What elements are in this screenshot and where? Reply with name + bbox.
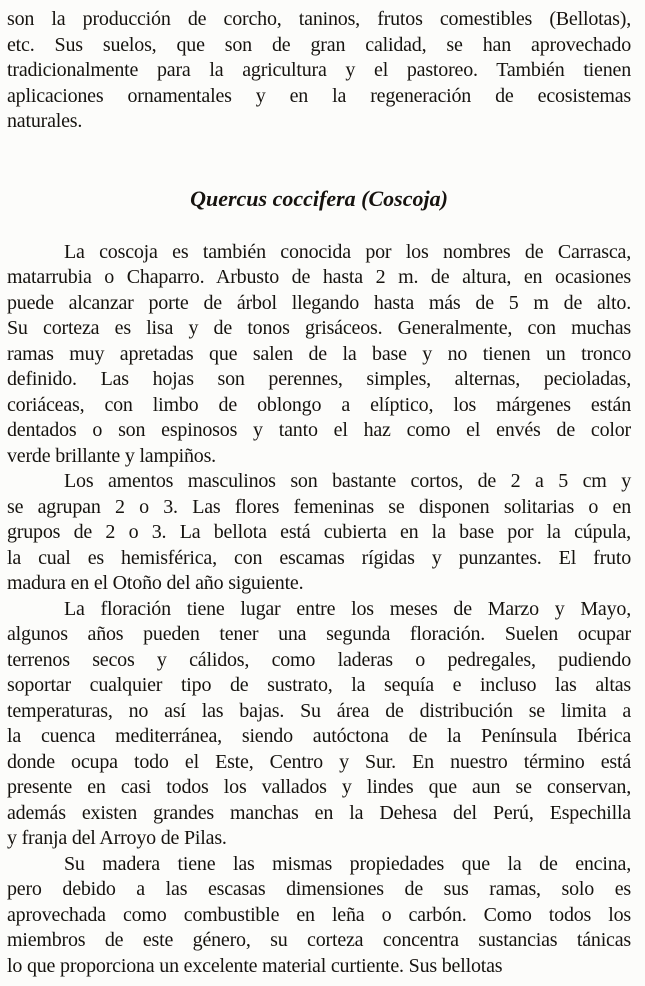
document-text xyxy=(7,7,631,979)
paragraph xyxy=(7,852,631,980)
text-line: soportar cualquier tipo de sustrato, la sequía e incluso las altas xyxy=(7,674,631,696)
text-line: matarrubia o Chaparro. Arbusto de hasta 2 m. de altura, en ocasiones xyxy=(7,266,631,288)
text-line: puede alcanzar porte de árbol llegando hasta más de 5 m de alto. xyxy=(7,291,631,314)
text-line: La floración tiene lugar entre los meses de Marzo y Mayo, xyxy=(64,597,631,620)
text-line: tradicionalmente para la agricultura y el pastoreo. También tienen xyxy=(7,59,631,81)
text-line: miembros de este género, su corteza concentra sustancias tánicas xyxy=(7,929,631,951)
text-line: Su madera tiene las mismas propiedades que la de encina, xyxy=(64,852,631,875)
text-line: aprovechada como combustible en leña o carbón. Como todos los xyxy=(7,903,631,926)
text-line: Su corteza es lisa y de tonos grisáceos. Generalmente, con muchas xyxy=(7,317,631,339)
text-line: coriáceas, con limbo de oblongo a elíptico, los márgenes están xyxy=(7,393,631,416)
text-line: la cuenca mediterránea, siendo autóctona de la Península Ibérica xyxy=(7,725,631,747)
text-line: donde ocupa todo el Este, Centro y Sur. En nuestro término está xyxy=(7,750,631,773)
text-line: terrenos secos y cálidos, como laderas o pedregales, pudiendo xyxy=(7,648,631,671)
text-line: presente en casi todos los vallados y lindes que aun se conservan, xyxy=(7,776,631,798)
text-line: madura en el Otoño del año siguiente. xyxy=(7,572,304,594)
section-heading: Quercus coccifera (Coscoja) xyxy=(190,185,448,211)
text-line: definido. Las hojas son perennes, simples, alternas, pecioladas, xyxy=(7,368,631,390)
paragraph xyxy=(7,240,631,470)
text-line: naturales. xyxy=(7,110,83,132)
text-line: grupos de 2 o 3. La bellota está cubierta en la base por la cúpula, xyxy=(7,521,631,543)
text-line: son la producción de corcho, taninos, frutos comestibles (Bellotas), xyxy=(7,8,631,30)
text-line: Los amentos masculinos son bastante cortos, de 2 a 5 cm y xyxy=(64,470,631,492)
text-line: la cual es hemisférica, con escamas rígidas y punzantes. El fruto xyxy=(7,546,631,569)
paragraph xyxy=(7,597,631,852)
text-line: pero debido a las escasas dimensiones de sus ramas, solo es xyxy=(7,878,631,900)
text-line: temperaturas, no así las bajas. Su área de distribución se limita a xyxy=(7,699,631,722)
text-line: algunos años pueden tener una segunda floración. Suelen ocupar xyxy=(7,623,631,645)
text-line: ramas muy apretadas que salen de la base y no tienen un tronco xyxy=(7,342,631,365)
text-line: aplicaciones ornamentales y en la regeneración de ecosistemas xyxy=(7,84,631,107)
text-line: verde brillante y lampiños. xyxy=(7,444,216,467)
text-line: dentados o son espinosos y tanto el haz como el envés de color xyxy=(7,419,631,441)
text-line: además existen grandes manchas en la Dehesa del Perú, Espechilla xyxy=(7,801,631,824)
paragraph xyxy=(7,469,631,597)
text-line: se agrupan 2 o 3. Las flores femeninas se disponen solitarias o en xyxy=(7,495,631,518)
text-line: y franja del Arroyo de Pilas. xyxy=(7,827,227,849)
text-line: La coscoja es también conocida por los nombres de Carrasca, xyxy=(64,240,631,263)
paragraph xyxy=(7,7,631,135)
text-line: etc. Sus suelos, que son de gran calidad, se han aprovechado xyxy=(7,33,631,56)
text-line: lo que proporciona un excelente material curtiente. Sus bellotas xyxy=(7,954,503,977)
